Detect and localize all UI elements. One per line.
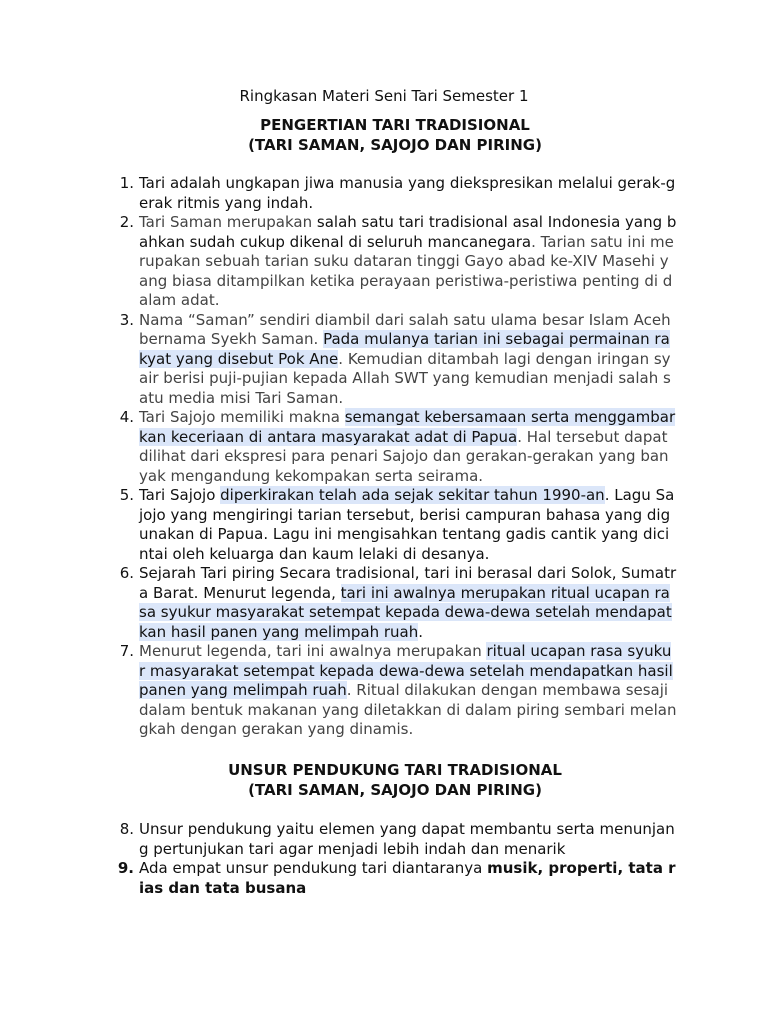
text-segment: Tari Sajojo memiliki makna: [139, 408, 345, 426]
text-segment: . Lagu Sajojo yang mengiringi tarian tersebut, berisi campuran bahasa yang digunakan di Papua. Lagu ini mengisahkan tentang gadis cantik yang dicintai oleh keluarga dan kaum lelaki di desanya.: [139, 486, 675, 563]
text-segment: .: [418, 622, 424, 641]
section-heading-subtitle: (TARI SAMAN, SAJOJO DAN PIRING): [248, 135, 542, 154]
list-item: [112, 564, 677, 642]
list-item-number: 8.: [119, 820, 134, 838]
bold-text: musik, properti, tata rias dan tata busana: [139, 859, 676, 897]
list-item: [112, 486, 677, 564]
list-item: [112, 311, 677, 409]
text-segment: Tari Saman merupakan: [139, 213, 317, 231]
text-segment: Nama “Saman” sendiri diambil dari salah satu ulama besar Islam Aceh bernama Syekh Saman.: [139, 310, 671, 348]
text-segment: Sejarah Tari piring Secara tradisional, tari ini berasal dari Solok, Sumatra Barat. Menurut legenda,: [139, 564, 677, 602]
section-heading-unsur-pendukung: [0, 761, 768, 800]
list-item-text: [139, 486, 677, 564]
text-segment: . Kemudian ditambah lagi dengan iringan syair berisi puji-pujian kepada Allah SWT yang kemudian menjadi salah satu media misi Tari Saman.: [139, 349, 671, 407]
list-item-text: [139, 564, 677, 642]
text-segment: Ada empat unsur pendukung tari diantaranya: [139, 859, 488, 877]
text-segment: . Hal tersebut dapat dilihat dari ekspresi para penari Sajojo dan gerakan-gerakan yang banyak mengandung kekompakan serta seirama.: [139, 427, 669, 485]
list-item-text: [139, 311, 677, 409]
highlighted-text: diperkirakan telah ada sejak sekitar tahun 1990-an: [220, 486, 605, 504]
list-item: [112, 408, 677, 486]
highlighted-text: semangat kebersamaan serta menggambarkan keceriaan di antara masyarakat adat di Papua: [139, 408, 676, 446]
list-item-text: [139, 213, 677, 311]
highlighted-text: Pada mulanya tarian ini sebagai permainan rakyat yang disebut Pok Ane: [139, 330, 670, 368]
list-item-text: Tari adalah ungkapan jiwa manusia yang diekspresikan melalui gerak-gerak ritmis yang indah.: [139, 174, 676, 212]
list-item-number: 5.: [119, 486, 134, 504]
list-item-number: 7.: [119, 642, 134, 660]
list-item-text: [139, 408, 677, 486]
highlighted-text: tari ini awalnya merupakan ritual ucapan rasa syukur masyarakat setempat kepada dewa-dewa setelah mendapatkan hasil panen yang melimpah ruah: [139, 583, 672, 641]
section-heading-line: UNSUR PENDUKUNG TARI TRADISIONAL: [228, 761, 562, 779]
list-item-text: [139, 859, 677, 898]
list-item-number: 3.: [119, 310, 134, 329]
list-item-number: 6.: [119, 564, 134, 582]
document-title: Ringkasan Materi Seni Tari Semester 1: [239, 87, 529, 105]
text-segment: . Tarian satu ini merupakan sebuah tarian suku dataran tinggi Gayo abad ke-XIV Masehi yang biasa ditampilkan ketika perayaan peristiwa-peristiwa penting di dalam adat.: [139, 232, 674, 309]
list-item-number: 2.: [119, 213, 134, 231]
numbered-list-unsur-pendukung: [112, 820, 677, 898]
list-item: [112, 213, 677, 311]
section-heading-subtitle: (TARI SAMAN, SAJOJO DAN PIRING): [248, 780, 542, 799]
list-item: [112, 174, 677, 213]
list-item-number: 4.: [119, 408, 134, 426]
list-item: [112, 642, 677, 740]
list-item-number: 1.: [119, 174, 134, 192]
list-item-number: 9.: [117, 859, 134, 877]
highlighted-text: ritual ucapan rasa syukur masyarakat setempat kepada dewa-dewa setelah mendapatkan hasil panen yang melimpah ruah: [139, 642, 673, 699]
text-segment: Menurut legenda, tari ini awalnya merupakan: [139, 642, 487, 660]
section-heading-pengertian: [0, 116, 768, 155]
text-segment: Tari Sajojo: [139, 486, 221, 504]
list-item-text: [139, 642, 677, 740]
list-item: [112, 859, 677, 898]
text-segment: salah satu tari tradisional asal Indonesia yang bahkan sudah cukup dikenal di seluruh mancanegara: [139, 213, 677, 251]
list-item-text: Unsur pendukung yaitu elemen yang dapat membantu serta menunjang pertunjukan tari agar menjadi lebih indah dan menarik: [139, 820, 675, 858]
section-heading-line: PENGERTIAN TARI TRADISIONAL: [260, 116, 530, 134]
numbered-list-pengertian: [112, 174, 677, 740]
text-segment: . Ritual dilakukan dengan membawa sesaji dalam bentuk makanan yang diletakkan di dalam piring sembari melangkah dengan gerakan yang dinamis.: [139, 681, 677, 738]
list-item: [112, 820, 677, 859]
